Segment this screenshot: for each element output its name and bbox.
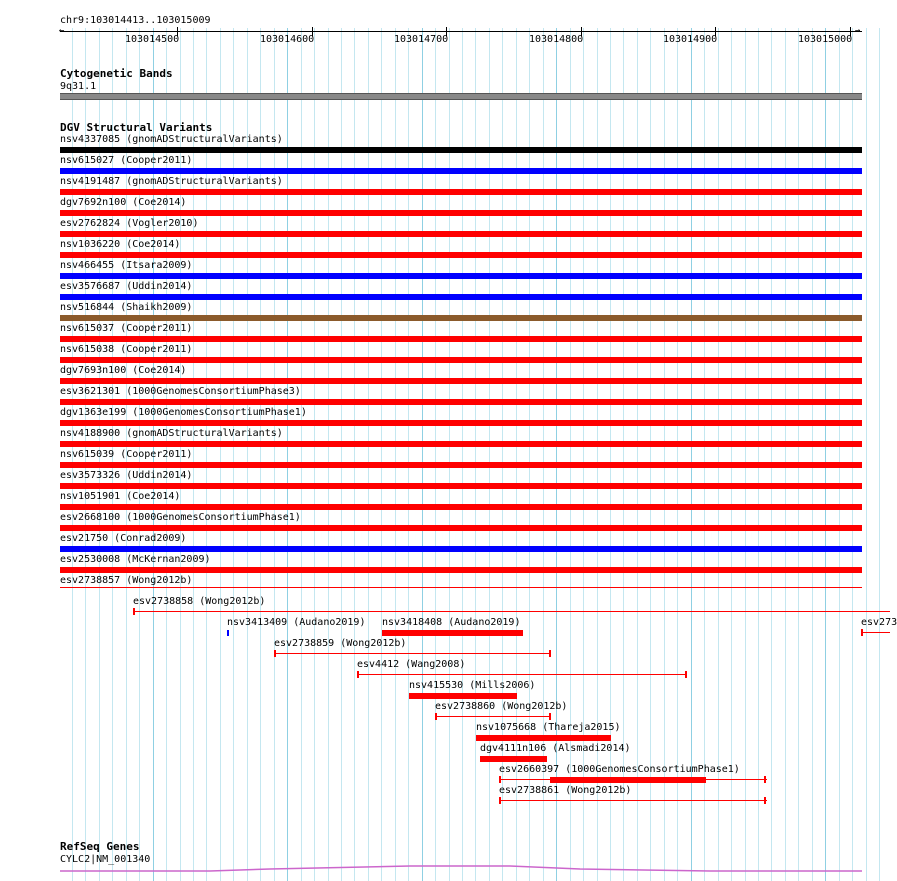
gridline [798,28,799,881]
variant-bar[interactable] [60,546,862,552]
gridline [758,28,759,881]
gridline [852,28,853,881]
cytoband-label: 9q31.1 [60,81,97,92]
variant-line[interactable] [861,632,890,633]
gridline [395,28,396,881]
ruler-tick-label: 103014700 [394,34,449,45]
ruler-tick-label: 103014600 [260,34,315,45]
gridline [341,28,342,881]
variant-label[interactable]: esv21750 (Conrad2009) [60,533,187,544]
variant-bar[interactable] [227,630,229,636]
variant-label[interactable]: nsv466455 (Itsara2009) [60,260,193,271]
ruler-left-arrow: ← [59,26,65,36]
variant-cap[interactable] [435,713,437,720]
variant-bar[interactable] [60,378,862,384]
variant-cap[interactable] [764,797,766,804]
gridline [206,28,207,881]
gridline [731,28,732,881]
location-label: chr9:103014413..103015009 [60,15,211,26]
variant-line[interactable] [357,674,687,675]
gridline [664,28,665,881]
variant-bar[interactable] [60,252,862,258]
variant-bar[interactable] [382,630,523,636]
variant-label[interactable]: esv2530008 (McKernan2009) [60,554,211,565]
variant-bar[interactable] [60,420,862,426]
gridline [718,28,719,881]
variant-bar[interactable] [60,462,862,468]
variant-bar[interactable] [550,777,706,783]
cytoband-bar[interactable] [60,93,862,100]
variant-line[interactable] [274,653,551,654]
gridline [220,28,221,881]
variant-bar[interactable] [60,210,862,216]
variant-line[interactable] [133,611,890,612]
variant-bar[interactable] [480,756,547,762]
refseq-track-title: RefSeq Genes [60,840,140,853]
variant-bar[interactable] [60,441,862,447]
gridline [866,28,867,881]
gridline [691,28,692,881]
variant-bar[interactable] [476,735,611,741]
ruler-right-arrow: → [855,26,861,36]
variant-bar[interactable] [60,168,862,174]
gridline [354,28,355,881]
variant-label[interactable]: dgv1363e199 (1000GenomesConsortiumPhase1) [60,407,307,418]
gridline [771,28,772,881]
gridline [408,28,409,881]
variant-line[interactable] [499,800,767,801]
variant-cap[interactable] [861,629,863,636]
variant-cap[interactable] [133,608,135,615]
dgv-track-title: DGV Structural Variants [60,121,213,134]
variant-label[interactable]: esv4412 (Wang2008) [357,659,466,670]
gridline [287,28,288,881]
variant-label[interactable]: nsv615038 (Cooper2011) [60,344,193,355]
variant-label[interactable]: dgv4111n106 (Alsmadi2014) [480,743,631,754]
gridline [704,28,705,881]
variant-bar[interactable] [60,567,862,573]
variant-label[interactable]: nsv516844 (Shaikh2009) [60,302,193,313]
variant-label[interactable]: nsv1051901 (Coe2014) [60,491,181,502]
refseq-gene-label: CYLC2|NM_001340 [60,854,151,865]
variant-label[interactable]: esv3573326 (Uddin2014) [60,470,193,481]
variant-label[interactable]: nsv4188900 (gnomADStructuralVariants) [60,428,283,439]
variant-label[interactable]: esv2660397 (1000GenomesConsortiumPhase1) [499,764,740,775]
variant-bar[interactable] [60,587,862,588]
variant-label[interactable]: esv273 [861,617,897,628]
variant-cap[interactable] [764,776,766,783]
variant-label[interactable]: esv3621301 (1000GenomesConsortiumPhase3) [60,386,301,397]
variant-label[interactable]: nsv4191487 (gnomADStructuralVariants) [60,176,283,187]
cytoband-track-title: Cytogenetic Bands [60,67,173,80]
gridline [274,28,275,881]
gridline [233,28,234,881]
variant-bar[interactable] [60,525,862,531]
ruler-line [60,31,862,32]
variant-bar[interactable] [60,399,862,405]
variant-label[interactable]: nsv1036220 (Coe2014) [60,239,181,250]
variant-label[interactable]: nsv3418408 (Audano2019) [382,617,521,628]
ruler-tick-label: 103015000 [798,34,853,45]
variant-cap[interactable] [549,713,551,720]
variant-line[interactable] [435,716,551,717]
gridline [812,28,813,881]
gridline [650,28,651,881]
variant-bar[interactable] [60,336,862,342]
gridline [677,28,678,881]
variant-cap[interactable] [685,671,687,678]
variant-label[interactable]: nsv3413409 (Audano2019) [227,617,366,628]
variant-bar[interactable] [60,357,862,363]
variant-bar[interactable] [60,315,862,321]
gridline [301,28,302,881]
variant-cap[interactable] [274,650,276,657]
variant-label[interactable]: esv2738857 (Wong2012b) [60,575,193,586]
variant-bar[interactable] [60,294,862,300]
variant-bar[interactable] [60,273,862,279]
variant-cap[interactable] [549,650,551,657]
refseq-gene-line[interactable] [60,864,862,876]
variant-label[interactable]: esv2668100 (1000GenomesConsortiumPhase1) [60,512,301,523]
gridline [247,28,248,881]
variant-bar[interactable] [409,693,517,699]
gridline [381,28,382,881]
gridline [825,28,826,881]
variant-bar[interactable] [60,189,862,195]
ruler-tick-label: 103014800 [529,34,584,45]
variant-label[interactable]: esv2738858 (Wong2012b) [133,596,266,607]
variant-bar[interactable] [60,504,862,510]
variant-label[interactable]: esv2738860 (Wong2012b) [435,701,568,712]
variant-label[interactable]: dgv7693n100 (Coe2014) [60,365,187,376]
variant-cap[interactable] [357,671,359,678]
gridline [449,28,450,881]
variant-label[interactable]: nsv4337085 (gnomADStructuralVariants) [60,134,283,145]
ruler-tick-label: 103014900 [663,34,718,45]
gridline [260,28,261,881]
gridline [328,28,329,881]
variant-cap[interactable] [499,776,501,783]
variant-label[interactable]: nsv615027 (Cooper2011) [60,155,193,166]
gridline [314,28,315,881]
variant-cap[interactable] [499,797,501,804]
variant-label[interactable]: dgv7692n100 (Coe2014) [60,197,187,208]
variant-bar[interactable] [60,483,862,489]
gridline [879,28,880,881]
variant-label[interactable]: esv3576687 (Uddin2014) [60,281,193,292]
variant-bar[interactable] [60,231,862,237]
gridline [475,28,476,881]
gridline [368,28,369,881]
variant-label[interactable]: nsv615039 (Cooper2011) [60,449,193,460]
gridline [435,28,436,881]
gridline [462,28,463,881]
variant-label[interactable]: esv2738859 (Wong2012b) [274,638,407,649]
gridline [785,28,786,881]
gridline [637,28,638,881]
gridline [839,28,840,881]
ruler-tick-label: 103014500 [125,34,180,45]
variant-label[interactable]: nsv615037 (Cooper2011) [60,323,193,334]
gridline [745,28,746,881]
variant-label[interactable]: nsv1075668 (Thareja2015) [476,722,621,733]
variant-label[interactable]: nsv415530 (Mills2006) [409,680,536,691]
gridline [422,28,423,881]
variant-label[interactable]: esv2762824 (Vogler2010) [60,218,199,229]
gridline [193,28,194,881]
variant-label[interactable]: esv2738861 (Wong2012b) [499,785,632,796]
variant-bar[interactable] [60,147,862,153]
